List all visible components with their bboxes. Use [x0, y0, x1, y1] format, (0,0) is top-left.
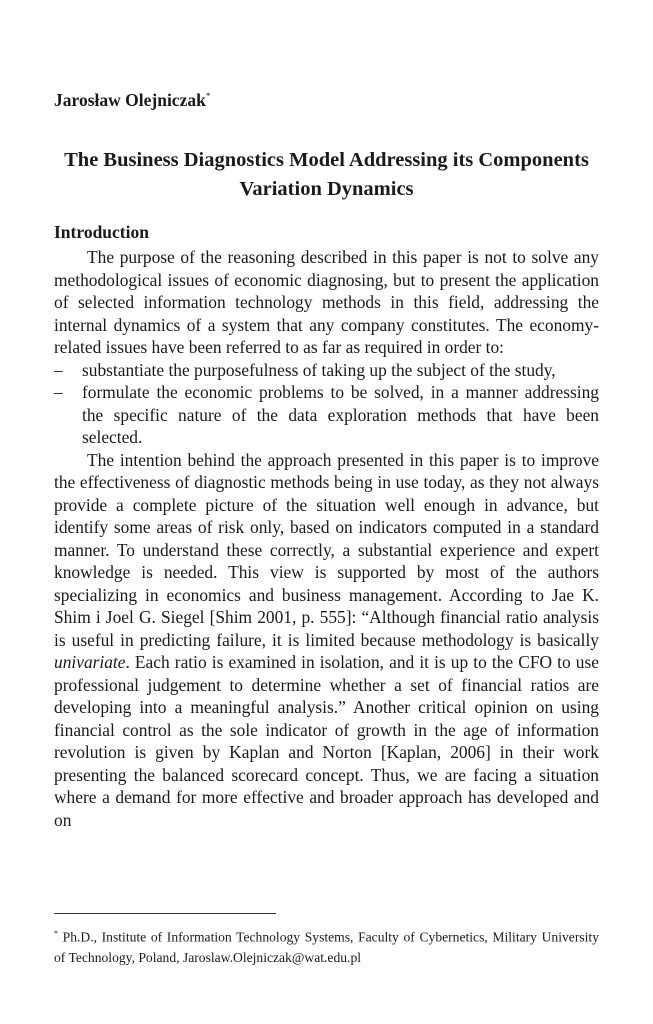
author-name: Jarosław Olejniczak: [54, 89, 206, 110]
list-item-text: formulate the economic problems to be solved, in a manner addressing the specific nature of the data exploration methods that have been selected.: [82, 382, 599, 447]
paragraph-2-italic: univariate: [54, 652, 126, 672]
body-text: [54, 246, 599, 831]
paragraph-2: [54, 449, 599, 832]
paper-title: The Business Diagnostics Model Addressing its Components Variation Dynamics: [64, 149, 589, 200]
footnote-divider: [54, 913, 276, 914]
section-heading-introduction: Introduction: [54, 222, 149, 242]
list-item-text: substantiate the purposefulness of taking up the subject of the study,: [82, 359, 556, 380]
paragraph-2-text-a: The intention behind the approach presented in this paper is to improve the effectiveness of diagnostic methods being in use today, as they not always provide a complete picture of the situation well enough in advance, but identify some areas of risk only, based on indicators computed in a standard manner. To understand these correctly, a substantial experience and expert knowledge is needed. This view is supported by most of the authors specializing in economics and business management. According to Jae K. Shim i Joel G. Siegel [Shim 2001, p. 555]: “Although financial ratio analysis is useful in predicting failure, it is limited because methodology is basically: [54, 449, 599, 650]
list-dash: –: [54, 359, 63, 380]
footnote: [54, 924, 599, 968]
list-item: [54, 381, 599, 449]
paragraph-1: The purpose of the reasoning described in this paper is not to solve any methodological issues of economic diagnosing, but to present the application of selected information technology methods in this field, addressing the internal dynamics of a system that any company constitutes. The economy-related issues have been referred to as far as required in order to:: [54, 247, 599, 357]
list-item: [54, 359, 599, 382]
author-footnote-mark: *: [205, 91, 211, 101]
objective-list: [54, 359, 599, 449]
list-dash: –: [54, 382, 63, 402]
footnote-text: Ph.D., Institute of Information Technology Systems, Faculty of Cybernetics, Military University of Technology, Poland, Jaroslaw.Olejniczak@wat.edu.pl: [54, 929, 599, 965]
paragraph-2-text-b: . Each ratio is examined in isolation, and it is up to the CFO to use professional judgement to determine whether a set of financial ratios are developing into a meaningful analysis.” Another critical opinion on using financial control as the sole indicator of growth in the age of information revolution is given by Kaplan and Norton [Kaplan, 2006] in their work presenting the balanced scorecard concept. Thus, we are facing a situation where a demand for more effective and broader approach has developed and on: [54, 652, 599, 830]
author-line: [54, 84, 210, 112]
footnote-mark: *: [54, 929, 58, 938]
